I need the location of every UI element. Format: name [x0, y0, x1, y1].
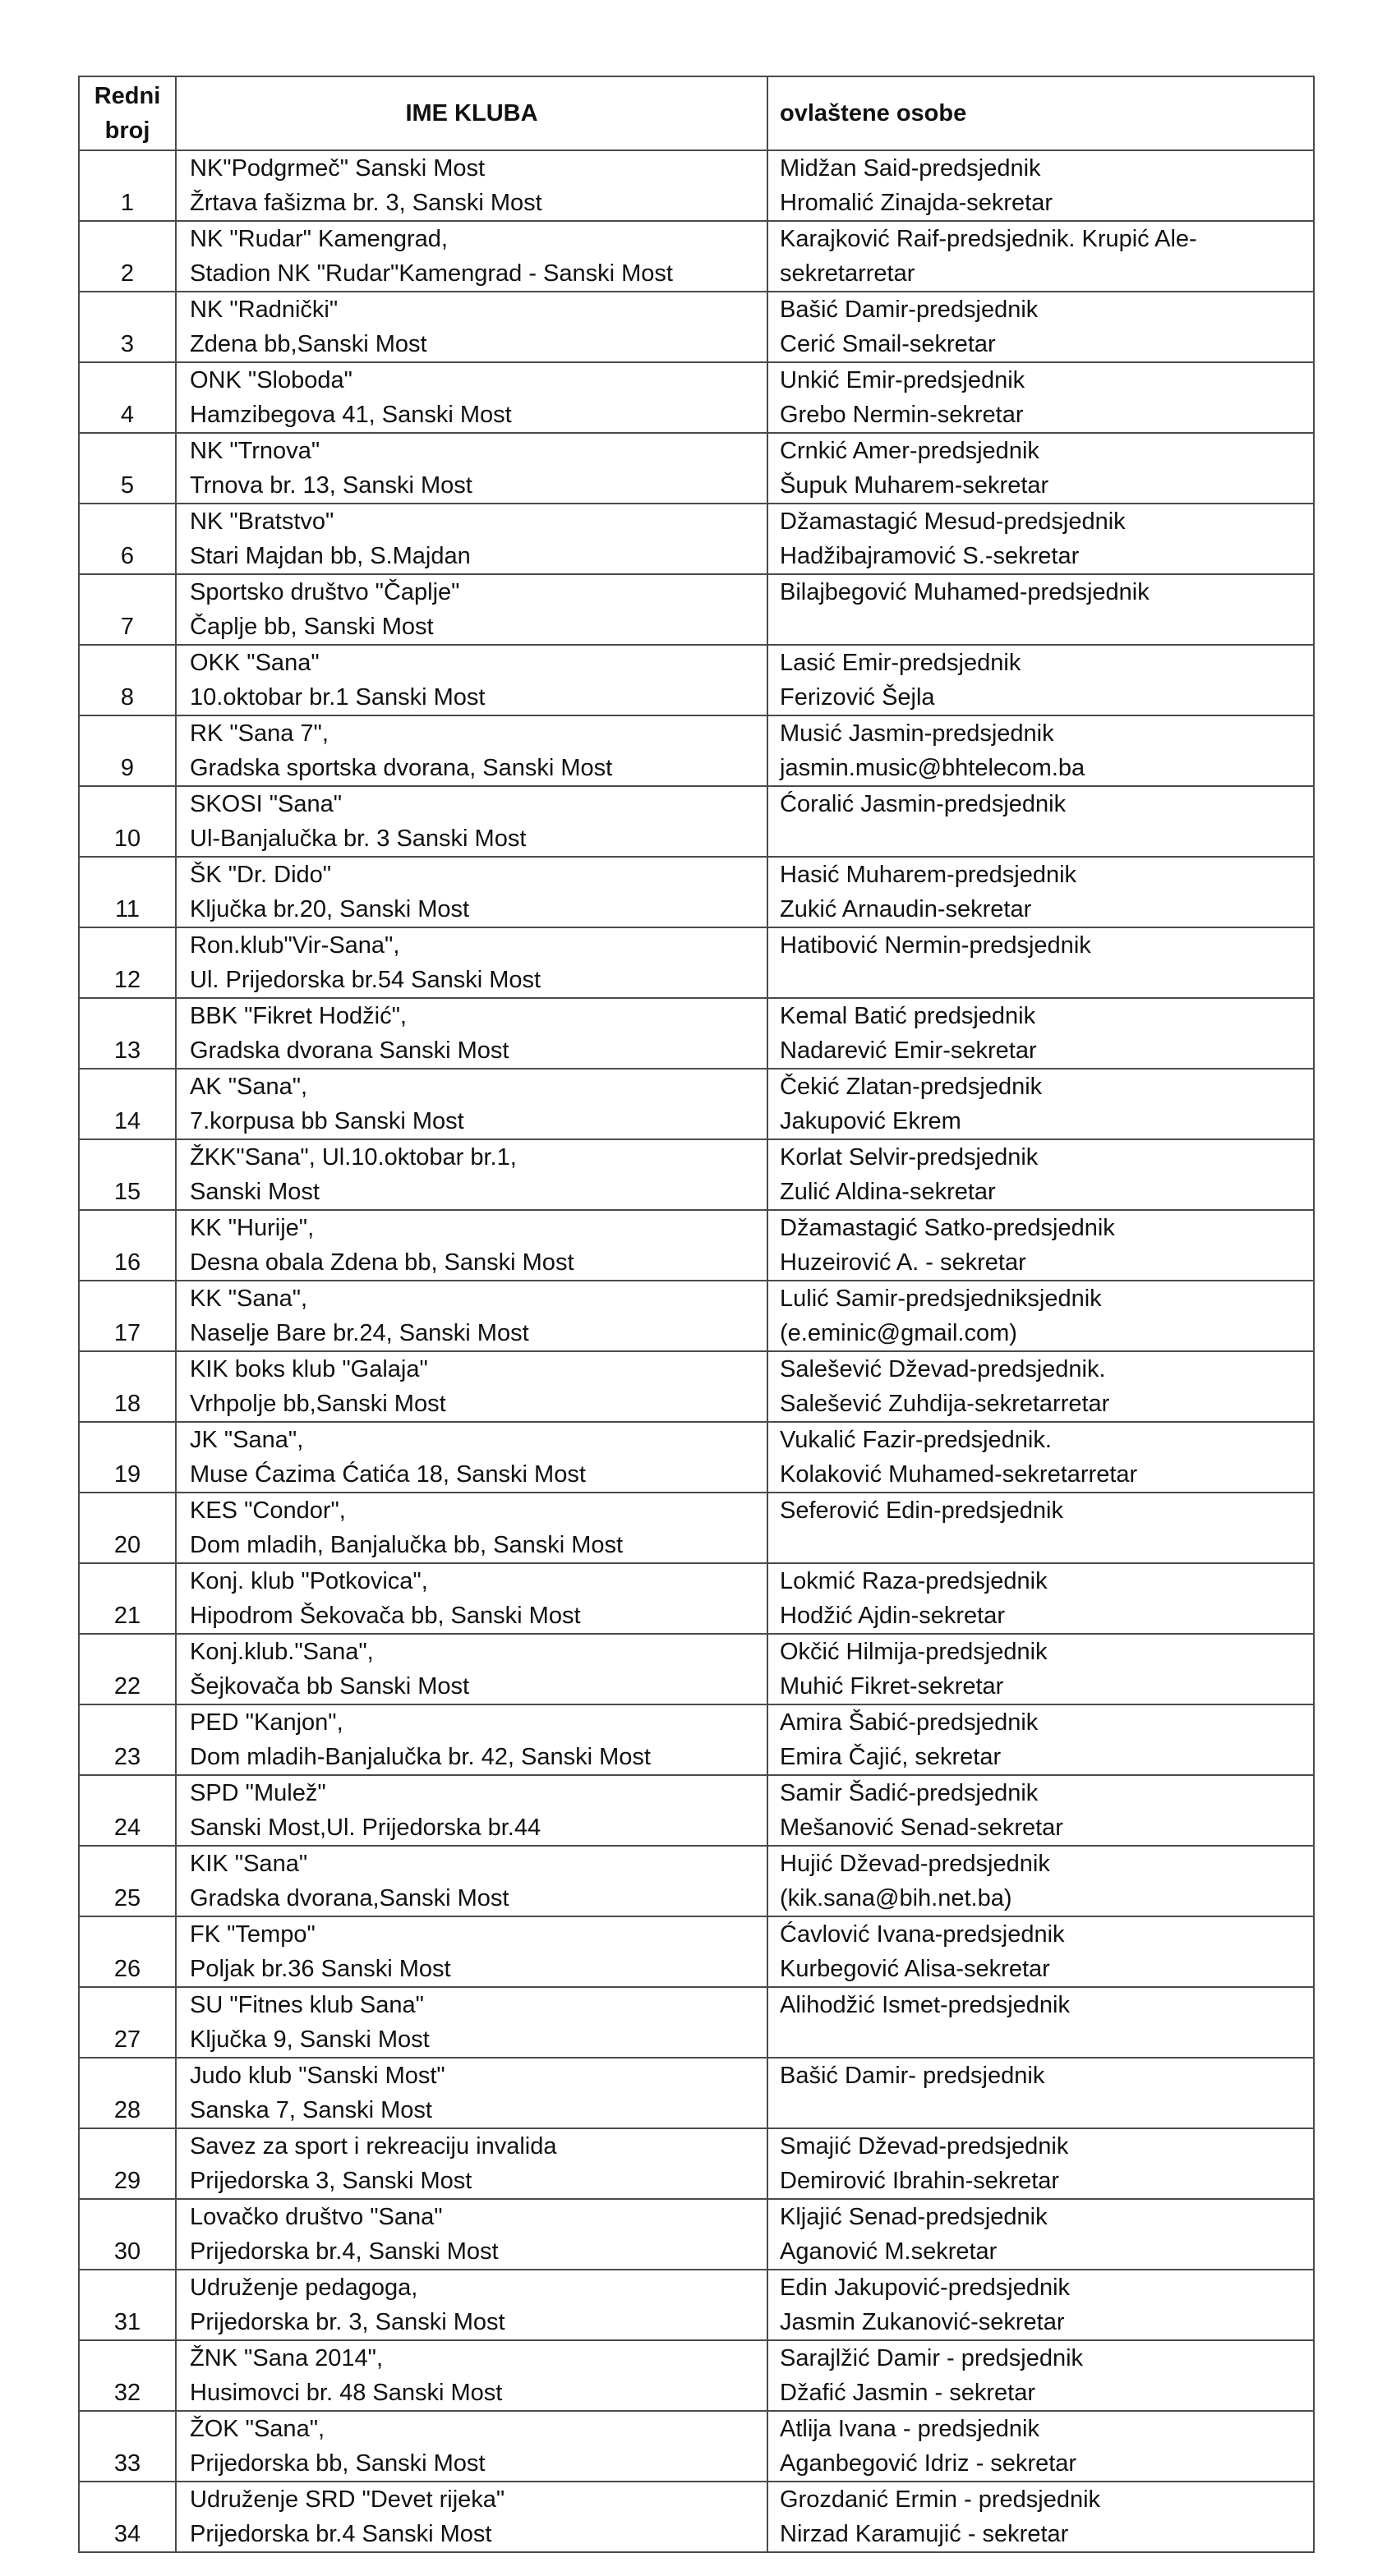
- row-number: 32: [79, 2340, 176, 2411]
- persons-cell: [767, 1493, 1314, 1563]
- person-secondary: Kolaković Muhamed-sekretarretar: [780, 1461, 1138, 1488]
- person-primary: Midžan Said-predsjednik: [780, 155, 1041, 182]
- club-name: KES "Condor",: [190, 1497, 346, 1524]
- club-cell: [176, 2411, 767, 2482]
- club-name: SKOSI "Sana": [190, 791, 343, 817]
- club-name: Udruženje SRD "Devet rijeka": [190, 2486, 505, 2513]
- club-cell: [176, 645, 767, 715]
- club-address: Stari Majdan bb, S.Majdan: [190, 543, 471, 569]
- club-name: KK "Sana",: [190, 1286, 308, 1312]
- club-address: Ključka br.20, Sanski Most: [190, 896, 470, 922]
- table-row: [79, 362, 1314, 433]
- club-address: Desna obala Zdena bb, Sanski Most: [190, 1249, 574, 1276]
- row-number: 15: [79, 1139, 176, 1210]
- persons-cell: [767, 1916, 1314, 1987]
- persons-cell: [767, 1775, 1314, 1846]
- club-address: Žrtava fašizma br. 3, Sanski Most: [190, 190, 542, 216]
- person-primary: Korlat Selvir-predsjednik: [780, 1144, 1039, 1171]
- person-secondary: [780, 2093, 1313, 2128]
- person-secondary: Jakupović Ekrem: [780, 1108, 961, 1134]
- club-address: Zdena bb,Sanski Most: [190, 331, 427, 357]
- persons-cell: [767, 1210, 1314, 1281]
- club-cell: [176, 1281, 767, 1351]
- row-number: 30: [79, 2199, 176, 2270]
- row-number: 6: [79, 504, 176, 574]
- club-cell: [176, 2482, 767, 2552]
- person-secondary: Emira Čajić, sekretar: [780, 1744, 1002, 1770]
- table-row: [79, 574, 1314, 645]
- person-primary: Vukalić Fazir-predsjednik.: [780, 1427, 1052, 1453]
- person-primary: Kljajić Senad-predsjednik: [780, 2204, 1048, 2230]
- table-row: [79, 150, 1314, 221]
- person-secondary: Grebo Nermin-sekretar: [780, 402, 1024, 428]
- club-address: Naselje Bare br.24, Sanski Most: [190, 1320, 529, 1346]
- person-secondary: [780, 1528, 1313, 1562]
- header-ovlastene-osobe: ovlaštene osobe: [767, 76, 1314, 150]
- persons-cell: [767, 1846, 1314, 1916]
- club-address: Gradska dvorana,Sanski Most: [190, 1885, 509, 1911]
- club-name: KIK boks klub "Galaja": [190, 1356, 428, 1382]
- row-number: 13: [79, 998, 176, 1069]
- table-row: [79, 1210, 1314, 1281]
- club-cell: [176, 2340, 767, 2411]
- table-row: [79, 2199, 1314, 2270]
- person-primary: Okčić Hilmija-predsjednik: [780, 1639, 1048, 1665]
- persons-cell: [767, 1987, 1314, 2058]
- club-name: NK "Rudar" Kamengrad,: [190, 226, 448, 252]
- row-number: 23: [79, 1704, 176, 1775]
- club-address: 7.korpusa bb Sanski Most: [190, 1108, 464, 1134]
- person-primary: Amira Šabić-predsjednik: [780, 1709, 1039, 1736]
- club-cell: [176, 786, 767, 857]
- table-row: [79, 1139, 1314, 1210]
- person-secondary: [780, 963, 1313, 997]
- club-name: ŽNK "Sana 2014",: [190, 2345, 384, 2371]
- person-primary: Sarajlžić Damir - predsjednik: [780, 2345, 1084, 2371]
- person-primary: Crnkić Amer-predsjednik: [780, 438, 1039, 464]
- club-name: ONK "Sloboda": [190, 367, 353, 393]
- person-secondary: Ferizović Šejla: [780, 684, 935, 711]
- club-cell: [176, 433, 767, 504]
- person-primary: Ćavlović Ivana-predsjednik: [780, 1921, 1065, 1948]
- row-number: 7: [79, 574, 176, 645]
- persons-cell: [767, 2411, 1314, 2482]
- club-name: BBK "Fikret Hodžić",: [190, 1003, 407, 1029]
- row-number: 12: [79, 927, 176, 998]
- person-secondary: [780, 610, 1313, 644]
- club-cell: [176, 927, 767, 998]
- club-address: Trnova br. 13, Sanski Most: [190, 472, 472, 499]
- club-cell: [176, 1775, 767, 1846]
- person-secondary: Hodžić Ajdin-sekretar: [780, 1603, 1005, 1629]
- person-secondary: Šupuk Muharem-sekretar: [780, 472, 1049, 499]
- club-name: OKK "Sana": [190, 650, 320, 676]
- club-address: Ul. Prijedorska br.54 Sanski Most: [190, 967, 541, 993]
- person-secondary: Zulić Aldina-sekretar: [780, 1179, 996, 1205]
- person-secondary: Zukić Arnaudin-sekretar: [780, 896, 1032, 922]
- club-address: Muse Ćazima Ćatića 18, Sanski Most: [190, 1461, 586, 1488]
- person-secondary: Jasmin Zukanović-sekretar: [780, 2309, 1065, 2335]
- table-row: [79, 715, 1314, 786]
- row-number: 5: [79, 433, 176, 504]
- person-secondary: [780, 2022, 1313, 2057]
- person-primary: Grozdanić Ermin - predsjednik: [780, 2486, 1101, 2513]
- persons-cell: [767, 433, 1314, 504]
- table-row: [79, 786, 1314, 857]
- club-name: RK "Sana 7",: [190, 720, 329, 747]
- table-row: [79, 2482, 1314, 2552]
- club-cell: [176, 998, 767, 1069]
- person-primary: Samir Šadić-predsjednik: [780, 1780, 1039, 1806]
- row-number: 10: [79, 786, 176, 857]
- person-secondary: Hromalić Zinajda-sekretar: [780, 190, 1053, 216]
- persons-cell: [767, 1704, 1314, 1775]
- person-primary: Smajić Dževad-predsjednik: [780, 2133, 1069, 2160]
- persons-cell: [767, 362, 1314, 433]
- table-row: [79, 1775, 1314, 1846]
- club-cell: [176, 1422, 767, 1493]
- person-primary: Džamastagić Satko-predsjednik: [780, 1215, 1115, 1241]
- row-number: 11: [79, 857, 176, 927]
- table-row: [79, 1563, 1314, 1634]
- person-primary: Musić Jasmin-predsjednik: [780, 720, 1054, 747]
- club-cell: [176, 857, 767, 927]
- row-number: 22: [79, 1634, 176, 1704]
- club-address: Prijedorska br.4, Sanski Most: [190, 2238, 499, 2265]
- row-number: 20: [79, 1493, 176, 1563]
- table-row: [79, 1916, 1314, 1987]
- table-row: [79, 2411, 1314, 2482]
- table-row: [79, 2340, 1314, 2411]
- club-address: Hipodrom Šekovača bb, Sanski Most: [190, 1603, 581, 1629]
- person-primary: Alihodžić Ismet-predsjednik: [780, 1992, 1070, 2018]
- row-number: 21: [79, 1563, 176, 1634]
- club-address: 10.oktobar br.1 Sanski Most: [190, 684, 486, 711]
- table-row: [79, 1987, 1314, 2058]
- club-address: Prijedorska 3, Sanski Most: [190, 2168, 472, 2194]
- person-primary: Hujić Dževad-predsjednik: [780, 1851, 1050, 1877]
- persons-cell: [767, 292, 1314, 362]
- club-cell: [176, 1634, 767, 1704]
- club-name: Savez za sport i rekreaciju invalida: [190, 2133, 557, 2160]
- club-name: ŽOK "Sana",: [190, 2416, 325, 2442]
- person-secondary: [780, 821, 1313, 856]
- persons-cell: [767, 1139, 1314, 1210]
- person-primary: Lulić Samir-predsjedniksjednik: [780, 1286, 1102, 1312]
- table-row: [79, 2128, 1314, 2199]
- club-cell: [176, 362, 767, 433]
- table-row: [79, 433, 1314, 504]
- table-row: [79, 2270, 1314, 2340]
- row-number: 17: [79, 1281, 176, 1351]
- row-number: 16: [79, 1210, 176, 1281]
- header-broj: broj: [104, 117, 150, 144]
- club-name: Sportsko društvo "Čaplje": [190, 579, 460, 605]
- table-row: [79, 1069, 1314, 1139]
- club-address: Ul-Banjalučka br. 3 Sanski Most: [190, 826, 527, 852]
- persons-cell: [767, 574, 1314, 645]
- row-number: 34: [79, 2482, 176, 2552]
- table-row: [79, 292, 1314, 362]
- row-number: 27: [79, 1987, 176, 2058]
- table-row: [79, 1704, 1314, 1775]
- persons-cell: [767, 927, 1314, 998]
- row-number: 29: [79, 2128, 176, 2199]
- table-row: [79, 927, 1314, 998]
- club-cell: [176, 1563, 767, 1634]
- table-row: [79, 1351, 1314, 1422]
- club-name: Lovačko društvo "Sana": [190, 2204, 443, 2230]
- club-address: Sanski Most,Ul. Prijedorska br.44: [190, 1815, 541, 1841]
- person-primary: Džamastagić Mesud-predsjednik: [780, 508, 1126, 535]
- person-primary: Hatibović Nermin-predsjednik: [780, 932, 1091, 959]
- person-primary: Lasić Emir-predsjednik: [780, 650, 1021, 676]
- persons-cell: [767, 1351, 1314, 1422]
- table-row: [79, 1634, 1314, 1704]
- club-address: Šejkovača bb Sanski Most: [190, 1673, 470, 1700]
- person-primary: Karajković Raif-predsjednik. Krupić Ale-: [780, 226, 1197, 252]
- club-cell: [176, 1916, 767, 1987]
- club-address: Gradska dvorana Sanski Most: [190, 1037, 509, 1064]
- club-name: Konj. klub "Potkovica",: [190, 1568, 428, 1594]
- club-cell: [176, 2270, 767, 2340]
- table-row: [79, 504, 1314, 574]
- table-header-row: [79, 76, 1314, 150]
- club-name: Judo klub "Sanski Most": [190, 2063, 445, 2089]
- table-row: [79, 1493, 1314, 1563]
- row-number: 9: [79, 715, 176, 786]
- person-secondary: Demirović Ibrahin-sekretar: [780, 2168, 1060, 2194]
- person-secondary: jasmin.music@bhtelecom.ba: [780, 755, 1085, 781]
- club-address: Prijedorska br. 3, Sanski Most: [190, 2309, 505, 2335]
- club-cell: [176, 1069, 767, 1139]
- club-cell: [176, 1210, 767, 1281]
- club-name: KIK "Sana": [190, 1851, 308, 1877]
- club-address: Gradska sportska dvorana, Sanski Most: [190, 755, 613, 781]
- person-primary: Bilajbegović Muhamed-predsjednik: [780, 579, 1150, 605]
- club-address: Poljak br.36 Sanski Most: [190, 1956, 451, 1982]
- persons-cell: [767, 2482, 1314, 2552]
- person-secondary: Muhić Fikret-sekretar: [780, 1673, 1004, 1700]
- person-primary: Seferović Edin-predsjednik: [780, 1497, 1063, 1524]
- person-secondary: sekretarretar: [780, 260, 915, 287]
- row-number: 33: [79, 2411, 176, 2482]
- persons-cell: [767, 857, 1314, 927]
- person-secondary: (e.eminic@gmail.com): [780, 1320, 1017, 1346]
- club-cell: [176, 1139, 767, 1210]
- person-secondary: Nirzad Karamujić - sekretar: [780, 2521, 1069, 2547]
- club-address: Husimovci br. 48 Sanski Most: [190, 2380, 503, 2406]
- club-cell: [176, 1351, 767, 1422]
- club-address: Dom mladih-Banjalučka br. 42, Sanski Most: [190, 1744, 651, 1770]
- club-address: Vrhpolje bb,Sanski Most: [190, 1391, 446, 1417]
- row-number: 14: [79, 1069, 176, 1139]
- club-cell: [176, 504, 767, 574]
- person-primary: Edin Jakupović-predsjednik: [780, 2275, 1071, 2301]
- person-secondary: Kurbegović Alisa-sekretar: [780, 1956, 1050, 1982]
- person-primary: Ćoralić Jasmin-predsjednik: [780, 791, 1067, 817]
- person-primary: Unkić Emir-predsjednik: [780, 367, 1025, 393]
- club-cell: [176, 1493, 767, 1563]
- club-name: KK "Hurije",: [190, 1215, 315, 1241]
- person-primary: Hasić Muharem-predsjednik: [780, 862, 1077, 888]
- club-address: Sanski Most: [190, 1179, 320, 1205]
- persons-cell: [767, 2058, 1314, 2128]
- club-cell: [176, 150, 767, 221]
- person-primary: Bašić Damir- predsjednik: [780, 2063, 1045, 2089]
- club-cell: [176, 1846, 767, 1916]
- club-cell: [176, 1987, 767, 2058]
- person-secondary: Džafić Jasmin - sekretar: [780, 2380, 1036, 2406]
- club-name: NK"Podgrmeč" Sanski Most: [190, 155, 486, 182]
- person-secondary: Aganbegović Idriz - sekretar: [780, 2450, 1077, 2477]
- persons-cell: [767, 715, 1314, 786]
- person-secondary: Mešanović Senad-sekretar: [780, 1815, 1063, 1841]
- club-address: Stadion NK "Rudar"Kamengrad - Sanski Most: [190, 260, 673, 287]
- row-number: 8: [79, 645, 176, 715]
- club-cell: [176, 2058, 767, 2128]
- club-name: FK "Tempo": [190, 1921, 316, 1948]
- persons-cell: [767, 2199, 1314, 2270]
- club-cell: [176, 221, 767, 292]
- club-name: Udruženje pedagoga,: [190, 2275, 418, 2301]
- club-name: NK "Radnički": [190, 297, 339, 323]
- club-name: NK "Bratstvo": [190, 508, 334, 535]
- person-secondary: Salešević Zuhdija-sekretarretar: [780, 1391, 1110, 1417]
- clubs-table: [78, 76, 1315, 2553]
- table-row: [79, 221, 1314, 292]
- club-name: JK "Sana",: [190, 1427, 304, 1453]
- table-row: [79, 645, 1314, 715]
- persons-cell: [767, 221, 1314, 292]
- club-name: NK "Trnova": [190, 438, 320, 464]
- person-secondary: Aganović M.sekretar: [780, 2238, 998, 2265]
- row-number: 26: [79, 1916, 176, 1987]
- club-cell: [176, 2199, 767, 2270]
- club-cell: [176, 715, 767, 786]
- persons-cell: [767, 2270, 1314, 2340]
- person-primary: Bašić Damir-predsjednik: [780, 297, 1039, 323]
- person-primary: Čekić Zlatan-predsjednik: [780, 1074, 1043, 1100]
- person-secondary: (kik.sana@bih.net.ba): [780, 1885, 1012, 1911]
- table-row: [79, 1422, 1314, 1493]
- persons-cell: [767, 1281, 1314, 1351]
- club-name: ŠK "Dr. Dido": [190, 862, 332, 888]
- club-name: Ron.klub"Vir-Sana",: [190, 932, 400, 959]
- club-address: Čaplje bb, Sanski Most: [190, 614, 434, 640]
- table-row: [79, 998, 1314, 1069]
- club-cell: [176, 574, 767, 645]
- header-ime-kluba: IME KLUBA: [176, 76, 767, 150]
- club-name: PED "Kanjon",: [190, 1709, 343, 1736]
- persons-cell: [767, 1563, 1314, 1634]
- persons-cell: [767, 645, 1314, 715]
- row-number: 18: [79, 1351, 176, 1422]
- row-number: 25: [79, 1846, 176, 1916]
- persons-cell: [767, 1422, 1314, 1493]
- club-address: Prijedorska bb, Sanski Most: [190, 2450, 486, 2477]
- persons-cell: [767, 786, 1314, 857]
- person-primary: Salešević Dževad-predsjednik.: [780, 1356, 1106, 1382]
- persons-cell: [767, 504, 1314, 574]
- table-row: [79, 857, 1314, 927]
- club-name: SU "Fitnes klub Sana": [190, 1992, 424, 2018]
- row-number: 31: [79, 2270, 176, 2340]
- row-number: 4: [79, 362, 176, 433]
- persons-cell: [767, 998, 1314, 1069]
- person-primary: Lokmić Raza-predsjednik: [780, 1568, 1048, 1594]
- club-address: Hamzibegova 41, Sanski Most: [190, 402, 512, 428]
- persons-cell: [767, 150, 1314, 221]
- document-page: [78, 76, 1313, 2553]
- row-number: 2: [79, 221, 176, 292]
- club-name: AK "Sana",: [190, 1074, 308, 1100]
- table-row: [79, 2058, 1314, 2128]
- persons-cell: [767, 1069, 1314, 1139]
- person-secondary: Nadarević Emir-sekretar: [780, 1037, 1037, 1064]
- club-cell: [176, 1704, 767, 1775]
- club-name: SPD "Mulež": [190, 1780, 326, 1806]
- club-name: Konj.klub."Sana",: [190, 1639, 374, 1665]
- club-cell: [176, 292, 767, 362]
- row-number: 19: [79, 1422, 176, 1493]
- club-name: ŽKK"Sana", Ul.10.oktobar br.1,: [190, 1144, 517, 1171]
- club-cell: [176, 2128, 767, 2199]
- header-redni: Redni: [94, 83, 161, 109]
- persons-cell: [767, 2128, 1314, 2199]
- table-row: [79, 1281, 1314, 1351]
- person-primary: Atlija Ivana - predsjednik: [780, 2416, 1039, 2442]
- persons-cell: [767, 1634, 1314, 1704]
- person-primary: Kemal Batić predsjednik: [780, 1003, 1036, 1029]
- persons-cell: [767, 2340, 1314, 2411]
- person-secondary: Huzeirović A. - sekretar: [780, 1249, 1026, 1276]
- row-number: 1: [79, 150, 176, 221]
- club-address: Dom mladih, Banjalučka bb, Sanski Most: [190, 1532, 624, 1558]
- club-address: Sanska 7, Sanski Most: [190, 2097, 432, 2123]
- header-redni-broj: [79, 76, 176, 150]
- club-address: Ključka 9, Sanski Most: [190, 2026, 430, 2053]
- club-address: Prijedorska br.4 Sanski Most: [190, 2521, 492, 2547]
- person-secondary: Cerić Smail-sekretar: [780, 331, 996, 357]
- table-row: [79, 1846, 1314, 1916]
- row-number: 3: [79, 292, 176, 362]
- row-number: 28: [79, 2058, 176, 2128]
- table-body: [79, 150, 1314, 2552]
- person-secondary: Hadžibajramović S.-sekretar: [780, 543, 1080, 569]
- row-number: 24: [79, 1775, 176, 1846]
